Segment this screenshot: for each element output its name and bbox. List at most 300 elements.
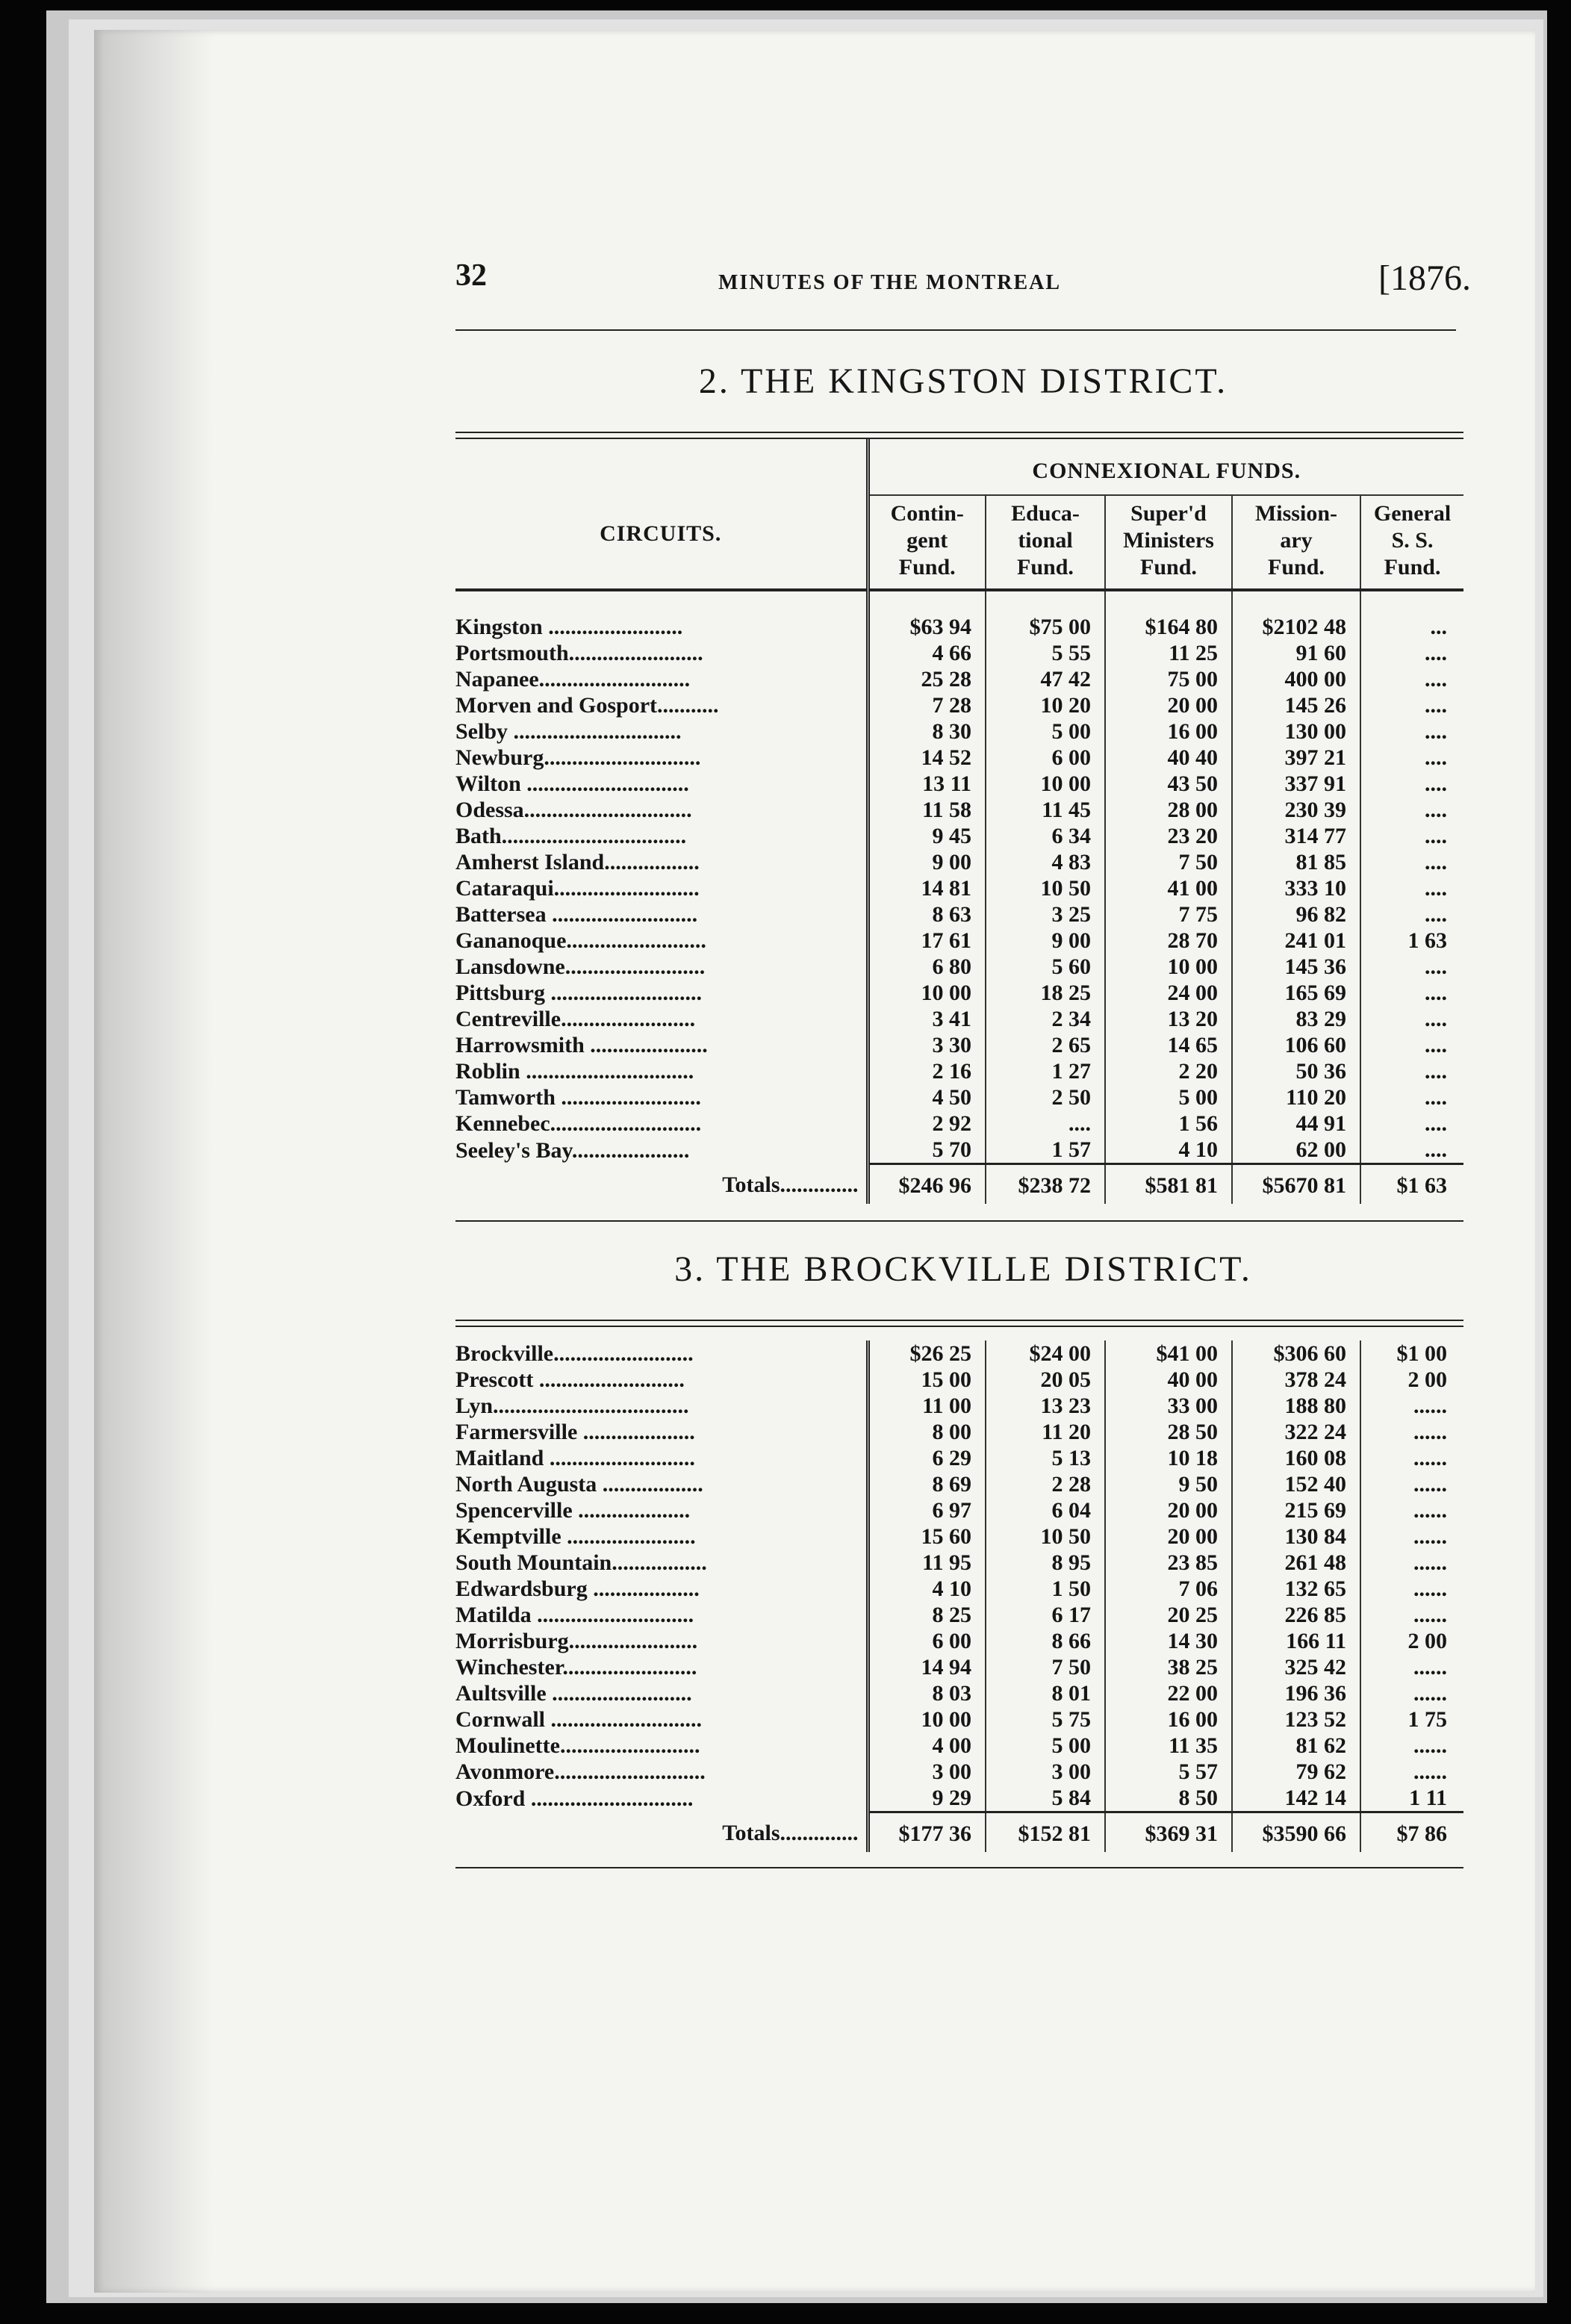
missionary-amount: 215 69 — [1232, 1497, 1360, 1523]
total-missionary: $5670 81 — [1232, 1164, 1360, 1205]
missionary-amount: 160 08 — [1232, 1445, 1360, 1471]
educational-amount: 11 20 — [986, 1419, 1105, 1445]
general-ss-amount: 2 00 — [1407, 1629, 1447, 1653]
missionary-amount: 106 60 — [1232, 1032, 1360, 1058]
circuit-row — [455, 614, 1463, 640]
circuit-row — [455, 1058, 1463, 1084]
kingston-totals-row — [455, 1164, 1463, 1205]
total-contingent: $177 36 — [868, 1812, 986, 1853]
circuit-name: Morven and Gosport........... — [455, 692, 868, 718]
circuit-name: Harrowsmith ..................... — [455, 1032, 868, 1058]
contingent-amount: $26 25 — [868, 1340, 986, 1367]
missionary-amount: 165 69 — [1232, 980, 1360, 1006]
circuit-name: Spencerville .................... — [455, 1497, 868, 1523]
general-ss-amount: .... — [1425, 641, 1448, 665]
circuit-name: Morrisburg....................... — [455, 1628, 868, 1654]
circuit-name: Seeley's Bay..................... — [455, 1137, 868, 1164]
total-contingent: $246 96 — [868, 1164, 986, 1205]
superannuated-amount: 28 00 — [1105, 797, 1232, 823]
superannuated-amount: 2 20 — [1105, 1058, 1232, 1084]
circuit-row — [455, 1497, 1463, 1523]
total-educational: $152 81 — [986, 1812, 1105, 1853]
circuit-name: Edwardsburg ................... — [455, 1576, 868, 1602]
contingent-amount: 9 00 — [868, 849, 986, 875]
general-ss-amount: .... — [1425, 876, 1448, 901]
educational-amount: 10 20 — [986, 692, 1105, 718]
superannuated-amount: 16 00 — [1105, 1706, 1232, 1733]
general-ss-amount: ...... — [1413, 1603, 1447, 1627]
general-ss-amount: .... — [1425, 1137, 1448, 1162]
circuit-name: North Augusta .................. — [455, 1471, 868, 1497]
educational-amount: 8 01 — [986, 1680, 1105, 1706]
superannuated-amount: 14 30 — [1105, 1628, 1232, 1654]
circuits-column-header: CIRCUITS. — [455, 439, 868, 581]
educational-amount: 2 50 — [986, 1084, 1105, 1110]
general-ss-amount: ...... — [1413, 1524, 1447, 1549]
missionary-amount: 400 00 — [1232, 666, 1360, 692]
circuit-row — [455, 1680, 1463, 1706]
general-ss-amount: .... — [1425, 902, 1448, 927]
circuit-row — [455, 1393, 1463, 1419]
missionary-amount: 81 85 — [1232, 849, 1360, 875]
superannuated-amount: 5 00 — [1105, 1084, 1232, 1110]
circuit-row — [455, 1340, 1463, 1367]
circuit-name: Portsmouth........................ — [455, 640, 868, 666]
educational-amount: 6 04 — [986, 1497, 1105, 1523]
educational-amount: 2 65 — [986, 1032, 1105, 1058]
general-ss-amount: .... — [1425, 954, 1448, 979]
circuit-name: Brockville......................... — [455, 1340, 868, 1367]
circuit-name: Farmersville .................... — [455, 1419, 868, 1445]
total-educational: $238 72 — [986, 1164, 1105, 1205]
educational-amount: 18 25 — [986, 980, 1105, 1006]
missionary-amount: 166 11 — [1232, 1628, 1360, 1654]
kingston-bottom-rule — [455, 1220, 1463, 1222]
contingent-amount: 6 00 — [868, 1628, 986, 1654]
missionary-amount: 62 00 — [1232, 1137, 1360, 1164]
contingent-amount: 3 00 — [868, 1759, 986, 1785]
missionary-amount: 83 29 — [1232, 1006, 1360, 1032]
superannuated-amount: 4 10 — [1105, 1137, 1232, 1164]
superannuated-amount: 33 00 — [1105, 1393, 1232, 1419]
total-superannuated: $369 31 — [1105, 1812, 1232, 1853]
kingston-group-header-row — [455, 439, 1463, 495]
superannuated-amount: 20 25 — [1105, 1602, 1232, 1628]
missionary-amount: 226 85 — [1232, 1602, 1360, 1628]
contingent-amount: 4 66 — [868, 640, 986, 666]
page-number: 32 — [455, 258, 487, 293]
general-ss-amount: .... — [1425, 981, 1448, 1005]
educational-amount: 10 50 — [986, 875, 1105, 901]
totals-label: Totals.............. — [455, 1812, 868, 1853]
contingent-amount: 13 11 — [868, 771, 986, 797]
brockville-bottom-rule — [455, 1867, 1463, 1868]
educational-amount: 1 50 — [986, 1576, 1105, 1602]
superannuated-amount: 11 25 — [1105, 640, 1232, 666]
general-ss-amount: .... — [1425, 1111, 1448, 1136]
circuit-name: Bath................................. — [455, 823, 868, 849]
contingent-amount: 14 81 — [868, 875, 986, 901]
educational-amount: 6 00 — [986, 745, 1105, 771]
general-ss-amount: ...... — [1413, 1498, 1447, 1523]
circuit-name: Cataraqui.......................... — [455, 875, 868, 901]
superannuated-amount: 23 20 — [1105, 823, 1232, 849]
contingent-amount: 2 92 — [868, 1110, 986, 1137]
circuit-name: Battersea .......................... — [455, 901, 868, 928]
missionary-amount: $2102 48 — [1232, 614, 1360, 640]
page-content — [455, 258, 1471, 1868]
circuit-row — [455, 1471, 1463, 1497]
contingent-amount: 2 16 — [868, 1058, 986, 1084]
general-ss-amount: .... — [1425, 798, 1448, 822]
contingent-amount: 8 03 — [868, 1680, 986, 1706]
superannuated-amount: 11 35 — [1105, 1733, 1232, 1759]
circuit-name: Kemptville ....................... — [455, 1523, 868, 1550]
circuit-row — [455, 1367, 1463, 1393]
educational-amount: 1 57 — [986, 1137, 1105, 1164]
circuit-name: Kingston ........................ — [455, 614, 868, 640]
contingent-amount: 3 41 — [868, 1006, 986, 1032]
general-ss-amount: ...... — [1413, 1420, 1447, 1444]
circuit-row — [455, 954, 1463, 980]
missionary-amount: 188 80 — [1232, 1393, 1360, 1419]
superannuated-amount: 8 50 — [1105, 1785, 1232, 1812]
circuit-name: Napanee........................... — [455, 666, 868, 692]
circuit-name: South Mountain................. — [455, 1550, 868, 1576]
general-ss-amount: .... — [1425, 667, 1448, 692]
missionary-amount: 145 36 — [1232, 954, 1360, 980]
missionary-amount: $306 60 — [1232, 1340, 1360, 1367]
superannuated-amount: 24 00 — [1105, 980, 1232, 1006]
kingston-funds-table — [455, 439, 1463, 1204]
circuit-name: Prescott .......................... — [455, 1367, 868, 1393]
circuit-row — [455, 849, 1463, 875]
contingent-amount: $63 94 — [868, 614, 986, 640]
circuit-name: Winchester........................ — [455, 1654, 868, 1680]
missionary-amount: 96 82 — [1232, 901, 1360, 928]
contingent-amount: 10 00 — [868, 1706, 986, 1733]
general-ss-amount: ... — [1430, 615, 1448, 639]
missionary-amount: 333 10 — [1232, 875, 1360, 901]
circuit-name: Lansdowne......................... — [455, 954, 868, 980]
contingent-amount: 9 29 — [868, 1785, 986, 1812]
circuit-row — [455, 1733, 1463, 1759]
missionary-amount: 314 77 — [1232, 823, 1360, 849]
page-gutter-shadow — [94, 30, 214, 2293]
superannuated-fund-header: Super'd Ministers Fund. — [1105, 495, 1232, 581]
circuit-row — [455, 1550, 1463, 1576]
superannuated-amount: 20 00 — [1105, 1497, 1232, 1523]
circuit-row — [455, 1602, 1463, 1628]
educational-amount: 5 84 — [986, 1785, 1105, 1812]
circuit-row — [455, 1523, 1463, 1550]
contingent-amount: 14 94 — [868, 1654, 986, 1680]
kingston-district-title: 2. THE KINGSTON DISTRICT. — [698, 361, 1228, 401]
circuit-row — [455, 745, 1463, 771]
educational-amount: 7 50 — [986, 1654, 1105, 1680]
educational-amount: 8 66 — [986, 1628, 1105, 1654]
educational-amount: 5 00 — [986, 1733, 1105, 1759]
circuit-row — [455, 1032, 1463, 1058]
contingent-amount: 3 30 — [868, 1032, 986, 1058]
superannuated-amount: $41 00 — [1105, 1340, 1232, 1367]
missionary-amount: 261 48 — [1232, 1550, 1360, 1576]
educational-amount: 10 00 — [986, 771, 1105, 797]
contingent-amount: 11 00 — [868, 1393, 986, 1419]
general-ss-amount: $1 00 — [1396, 1341, 1447, 1366]
circuit-row — [455, 1445, 1463, 1471]
contingent-amount: 15 00 — [868, 1367, 986, 1393]
missionary-amount: 241 01 — [1232, 928, 1360, 954]
missionary-amount: 230 39 — [1232, 797, 1360, 823]
missionary-amount: 196 36 — [1232, 1680, 1360, 1706]
contingent-amount: 6 29 — [868, 1445, 986, 1471]
general-ss-amount: .... — [1425, 1033, 1448, 1057]
general-ss-amount: .... — [1425, 719, 1448, 744]
educational-amount: 3 25 — [986, 901, 1105, 928]
contingent-amount: 10 00 — [868, 980, 986, 1006]
general-ss-amount: ...... — [1413, 1655, 1447, 1680]
general-ss-amount: ...... — [1413, 1759, 1447, 1784]
general-ss-amount: ...... — [1413, 1576, 1447, 1601]
contingent-amount: 7 28 — [868, 692, 986, 718]
contingent-amount: 25 28 — [868, 666, 986, 692]
missionary-amount: 322 24 — [1232, 1419, 1360, 1445]
educational-amount: 5 55 — [986, 640, 1105, 666]
brockville-top-rule — [455, 1320, 1463, 1327]
contingent-amount: 14 52 — [868, 745, 986, 771]
circuit-name: Gananoque......................... — [455, 928, 868, 954]
contingent-amount: 4 00 — [868, 1733, 986, 1759]
contingent-amount: 11 95 — [868, 1550, 986, 1576]
missionary-amount: 50 36 — [1232, 1058, 1360, 1084]
circuit-name: Kennebec........................... — [455, 1110, 868, 1137]
superannuated-amount: 28 70 — [1105, 928, 1232, 954]
contingent-amount: 8 63 — [868, 901, 986, 928]
circuit-name: Lyn................................... — [455, 1393, 868, 1419]
circuit-row — [455, 901, 1463, 928]
general-ss-amount: 1 11 — [1409, 1786, 1447, 1810]
general-ss-amount: ...... — [1413, 1733, 1447, 1758]
general-ss-amount: .... — [1425, 1007, 1448, 1031]
running-title: MINUTES OF THE MONTREAL — [718, 271, 1062, 294]
general-ss-amount: ...... — [1413, 1472, 1447, 1497]
circuit-row — [455, 1759, 1463, 1785]
educational-amount: 6 34 — [986, 823, 1105, 849]
educational-amount: .... — [986, 1110, 1105, 1137]
circuit-name: Avonmore........................... — [455, 1759, 868, 1785]
circuit-row — [455, 1628, 1463, 1654]
contingent-amount: 6 80 — [868, 954, 986, 980]
missionary-amount: 142 14 — [1232, 1785, 1360, 1812]
missionary-amount: 110 20 — [1232, 1084, 1360, 1110]
contingent-amount: 9 45 — [868, 823, 986, 849]
superannuated-amount: 40 00 — [1105, 1367, 1232, 1393]
total-general-ss: $7 86 — [1360, 1812, 1463, 1853]
general-ss-amount: .... — [1425, 693, 1448, 718]
brockville-district-title: 3. THE BROCKVILLE DISTRICT. — [674, 1249, 1252, 1289]
superannuated-amount: 40 40 — [1105, 745, 1232, 771]
circuit-name: Odessa.............................. — [455, 797, 868, 823]
circuit-name: Oxford ............................. — [455, 1785, 868, 1812]
missionary-amount: 130 84 — [1232, 1523, 1360, 1550]
contingent-amount: 15 60 — [868, 1523, 986, 1550]
circuit-name: Selby .............................. — [455, 718, 868, 745]
missionary-amount: 81 62 — [1232, 1733, 1360, 1759]
superannuated-amount: 38 25 — [1105, 1654, 1232, 1680]
superannuated-amount: 10 00 — [1105, 954, 1232, 980]
missionary-amount: 79 62 — [1232, 1759, 1360, 1785]
superannuated-amount: 22 00 — [1105, 1680, 1232, 1706]
general-ss-fund-header: General S. S. Fund. — [1373, 501, 1452, 580]
general-ss-amount: .... — [1425, 745, 1448, 770]
contingent-amount: 8 00 — [868, 1419, 986, 1445]
educational-amount: 9 00 — [986, 928, 1105, 954]
contingent-amount: 4 50 — [868, 1084, 986, 1110]
educational-fund-header: Educa- tional Fund. — [986, 495, 1105, 581]
circuit-name: Aultsville ......................... — [455, 1680, 868, 1706]
superannuated-amount: 9 50 — [1105, 1471, 1232, 1497]
educational-amount: 10 50 — [986, 1523, 1105, 1550]
contingent-amount: 4 10 — [868, 1576, 986, 1602]
superannuated-amount: $164 80 — [1105, 614, 1232, 640]
circuit-row — [455, 1785, 1463, 1812]
missionary-amount: 337 91 — [1232, 771, 1360, 797]
missionary-amount: 130 00 — [1232, 718, 1360, 745]
general-ss-amount: ...... — [1413, 1550, 1447, 1575]
circuit-row — [455, 1110, 1463, 1137]
general-ss-amount: 1 63 — [1407, 928, 1448, 953]
missionary-amount: 152 40 — [1232, 1471, 1360, 1497]
educational-amount: $24 00 — [986, 1340, 1105, 1367]
kingston-rows — [455, 614, 1463, 1164]
circuit-row — [455, 980, 1463, 1006]
superannuated-amount: 23 85 — [1105, 1550, 1232, 1576]
educational-amount: $75 00 — [986, 614, 1105, 640]
circuit-row — [455, 1654, 1463, 1680]
running-head — [455, 258, 1471, 302]
educational-amount: 5 75 — [986, 1706, 1105, 1733]
running-year: [1876. — [1378, 258, 1471, 298]
general-ss-amount: 2 00 — [1407, 1367, 1447, 1392]
educational-amount: 20 05 — [986, 1367, 1105, 1393]
superannuated-amount: 20 00 — [1105, 692, 1232, 718]
missionary-amount: 378 24 — [1232, 1367, 1360, 1393]
superannuated-amount: 7 50 — [1105, 849, 1232, 875]
connexional-funds-header: CONNEXIONAL FUNDS. — [868, 439, 1463, 495]
kingston-top-rule — [455, 432, 1463, 439]
superannuated-amount: 16 00 — [1105, 718, 1232, 745]
circuit-row — [455, 928, 1463, 954]
general-ss-amount: ...... — [1413, 1394, 1447, 1418]
circuit-name: Tamworth ......................... — [455, 1084, 868, 1110]
brockville-rows — [455, 1340, 1463, 1812]
contingent-amount: 5 70 — [868, 1137, 986, 1164]
educational-amount: 2 34 — [986, 1006, 1105, 1032]
contingent-amount: 8 30 — [868, 718, 986, 745]
circuit-row — [455, 1706, 1463, 1733]
header-underline-row — [455, 581, 1463, 590]
circuit-name: Roblin .............................. — [455, 1058, 868, 1084]
superannuated-amount: 7 06 — [1105, 1576, 1232, 1602]
missionary-fund-header: Mission- ary Fund. — [1232, 495, 1360, 581]
brockville-totals-row — [455, 1812, 1463, 1853]
circuit-row — [455, 692, 1463, 718]
circuit-row — [455, 1084, 1463, 1110]
brockville-funds-table — [455, 1340, 1463, 1852]
superannuated-amount: 5 57 — [1105, 1759, 1232, 1785]
missionary-amount: 44 91 — [1232, 1110, 1360, 1137]
general-ss-amount: .... — [1425, 1059, 1448, 1084]
circuit-row — [455, 1006, 1463, 1032]
educational-amount: 13 23 — [986, 1393, 1105, 1419]
educational-amount: 1 27 — [986, 1058, 1105, 1084]
superannuated-amount: 14 65 — [1105, 1032, 1232, 1058]
superannuated-amount: 13 20 — [1105, 1006, 1232, 1032]
missionary-amount: 325 42 — [1232, 1654, 1360, 1680]
educational-amount: 3 00 — [986, 1759, 1105, 1785]
circuit-row — [455, 1137, 1463, 1164]
missionary-amount: 123 52 — [1232, 1706, 1360, 1733]
superannuated-amount: 41 00 — [1105, 875, 1232, 901]
total-missionary: $3590 66 — [1232, 1812, 1360, 1853]
circuit-row — [455, 666, 1463, 692]
missionary-amount: 91 60 — [1232, 640, 1360, 666]
circuit-row — [455, 797, 1463, 823]
circuit-row — [455, 1576, 1463, 1602]
circuit-name: Cornwall ........................... — [455, 1706, 868, 1733]
educational-amount: 5 00 — [986, 718, 1105, 745]
superannuated-amount: 10 18 — [1105, 1445, 1232, 1471]
superannuated-amount: 1 56 — [1105, 1110, 1232, 1137]
educational-amount: 5 13 — [986, 1445, 1105, 1471]
general-ss-amount: ...... — [1413, 1446, 1447, 1470]
circuit-row — [455, 1419, 1463, 1445]
circuit-row — [455, 771, 1463, 797]
superannuated-amount: 43 50 — [1105, 771, 1232, 797]
circuit-name: Newburg............................ — [455, 745, 868, 771]
educational-amount: 4 83 — [986, 849, 1105, 875]
educational-amount: 8 95 — [986, 1550, 1105, 1576]
circuit-name: Wilton ............................. — [455, 771, 868, 797]
superannuated-amount: 7 75 — [1105, 901, 1232, 928]
missionary-amount: 145 26 — [1232, 692, 1360, 718]
general-ss-amount: .... — [1425, 1085, 1448, 1110]
general-ss-amount: ...... — [1413, 1681, 1447, 1706]
circuit-name: Pittsburg ........................... — [455, 980, 868, 1006]
superannuated-amount: 75 00 — [1105, 666, 1232, 692]
totals-label: Totals.............. — [455, 1164, 868, 1205]
contingent-amount: 6 97 — [868, 1497, 986, 1523]
contingent-fund-header: Contin- gent Fund. — [868, 495, 986, 581]
spacer-row — [455, 590, 1463, 614]
circuit-name: Moulinette......................... — [455, 1733, 868, 1759]
total-general-ss: $1 63 — [1360, 1164, 1463, 1205]
general-ss-amount: .... — [1425, 850, 1448, 874]
contingent-amount: 8 25 — [868, 1602, 986, 1628]
missionary-amount: 397 21 — [1232, 745, 1360, 771]
contingent-amount: 11 58 — [868, 797, 986, 823]
circuit-name: Centreville........................ — [455, 1006, 868, 1032]
contingent-amount: 17 61 — [868, 928, 986, 954]
total-superannuated: $581 81 — [1105, 1164, 1232, 1205]
circuit-name: Matilda ............................ — [455, 1602, 868, 1628]
circuit-row — [455, 823, 1463, 849]
educational-amount: 2 28 — [986, 1471, 1105, 1497]
superannuated-amount: 28 50 — [1105, 1419, 1232, 1445]
educational-amount: 6 17 — [986, 1602, 1105, 1628]
circuit-row — [455, 718, 1463, 745]
